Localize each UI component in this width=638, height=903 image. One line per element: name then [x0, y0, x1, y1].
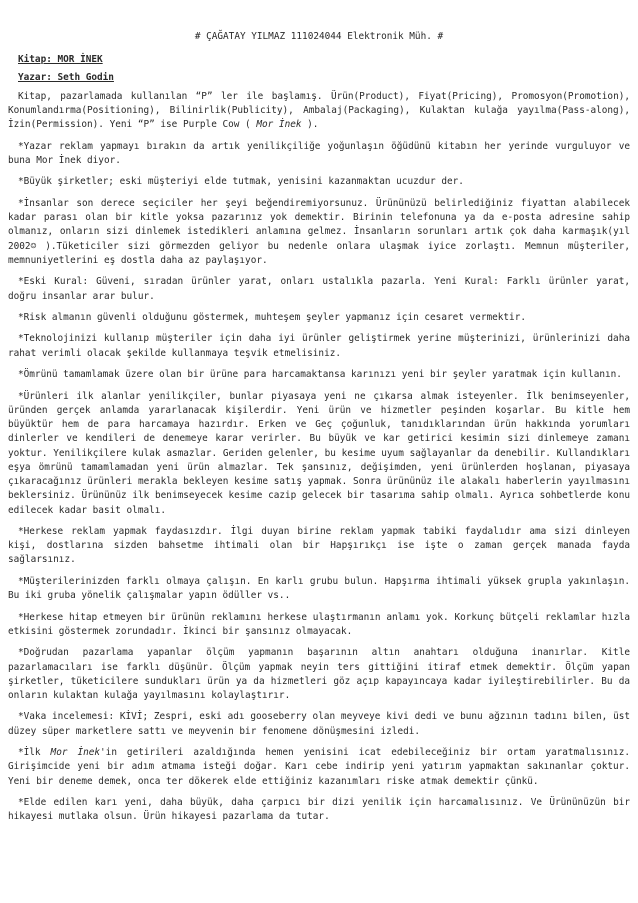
paragraph-15: *Elde edilen karı yeni, daha büyük, daha çarpıcı bir dizi yenilik için harcamalısınız. Ve Ürününüzün bir hikayesi mutlaka olsun. Ürün hikayesi pazarlama da tutar.	[8, 797, 630, 823]
paragraph-13: *Vaka incelemesi: KİVİ; Zespri, eski adı gooseberry olan meyveye kivi dedi ve bunu ağzının tadını bilen, üst düzey süper marketlere sattı ve meyvenin bir fenomene dönüşmesini izledi.	[8, 711, 630, 737]
author-name: Yazar: Seth Godin	[18, 71, 114, 83]
paragraph-1: *Yazar reklam yapmayı bırakın da artık yenilikçiliğe yoğunlaşın öğüdünü kitabın her yerinde vurguluyor ve buna Mor İnek diyor.	[8, 140, 630, 166]
document-header: # ÇAĞATAY YILMAZ 111024044 Elektronik Müh. #	[194, 31, 444, 42]
intro-paragraph: Kitap, pazarlamada kullanılan “P” ler ile başlamış. Ürün(Product), Fiyat(Pricing), Promosyon(Promotion), Konumlandırma(Positioning), Bilinirlik(Publicity), Ambalaj(Packaging), Kulaktan kulağa yayılma(Pass-along), İzin(Permission). Yeni “P” ise Purple Cow ( Mor İnek ).	[8, 90, 630, 131]
paragraph-5: *Risk almanın güvenli olduğunu göstermek, muhteşem şeyler yapmanız için cesaret vermektir.	[18, 311, 526, 323]
book-title: Kitap: MOR İNEK	[18, 53, 103, 65]
paragraph-11: *Herkese hitap etmeyen bir ürünün reklamını herkese ulaştırmanın anlamı yok. Korkunç bütçeli reklamlar hızla etkisini göstermek zorundadır. İkinci bir şansınız olmayacak.	[8, 611, 630, 637]
paragraph-3: *İnsanlar son derece seçiciler her şeyi beğendiremiyorsunuz. Ürününüzü belirlediğiniz fiyattan alabilecek kadar parası olan bir kitle yoksa pazarınız yok demektir. Birinin telefonuna ya da e-posta adresine sahip olmanız, onların sizi dinlemek istedikleri anlamına gelmez. İnsanların sorunları artık çok daha karmaşık(yıl 2002☺ ).Tüketiciler sizi görmezden geliyor bu nedenle onlara ulaşmak iyice zorlaştı. Memnun müşteriler, memnuniyetlerini eş dostla daha az paylaşıyor.	[8, 197, 630, 266]
paragraph-6: *Teknolojinizi kullanıp müşteriler için daha iyi ürünler geliştirmek yerine müşterinizi, ürünlerinizi daha rahat verimli olacak şekilde kullanmaya teşvik etmelisiniz.	[8, 333, 630, 359]
book-title-line	[8, 53, 630, 67]
paragraph-12: *Doğrudan pazarlama yapanlar ölçüm yapmanın başarının altın anahtarı olduğuna inanırlar. Kitle pazarlamacıları ise farklı düşünür. Ölçüm yapmak neyin ters gittiğini itiraf etmek demektir. Ölçüm yapan şirketler, tüketicilere sundukları ürün ya da hizmetleri göz açıp kapayıncaya kadar iyileştirebilirler. Bu da onların kulaktan kulağa yayılmasını kolaylaştırır.	[8, 647, 630, 701]
paragraph-9: *Herkese reklam yapmak faydasızdır. İlgi duyan birine reklam yapmak tabiki faydalıdır ama sizi dinleyen kişi, dostlarına sizden bahsetme ihtimali olan bir Hapşırıkçı ise işte o zaman gerçek manada fayda sağlarsınız.	[8, 525, 630, 566]
paragraph-7: *Ömrünü tamamlamak üzere olan bir ürüne para harcamaktansa karınızı yeni bir şeyler yaratmak için kullanın.	[18, 369, 622, 381]
paragraph-10: *Müşterilerinizden farklı olmaya çalışın. En karlı grubu bulun. Hapşırma ihtimali yüksek grupla yakınlaşın. Bu iki gruba yönelik çalışmalar yapın ödüller vs..	[8, 575, 630, 602]
paragraph-4: *Eski Kural: Güveni, sıradan ürünler yarat, onları ustalıkla pazarla. Yeni Kural: Farklı ürünler yarat, doğru insanlar arar bulur.	[8, 276, 630, 302]
paragraph-8: *Ürünleri ilk alanlar yenilikçiler, bunlar piyasaya yeni ne çıkarsa almak isteyenler. İlk benimseyenler, üründen gerçek anlamda yararlanacak kişilerdir. Yeni ürün ve hizmetler peşinden koşarlar. Bu kitle hem büyüktür hem de para harcamaya hazırdır. Erken ve Geç çoğunluk, tanıdıklarından ürün hakkında yorumları dinlerler ve kendileri de denemeye karar verirler. Bu büyük ve kar getirici kesimin sizi dinlemeye zamanı yoktur. Yenilikçilere kulak asmazlar. Geriden gelenler, bu kesime uyum sağlayanlar da denebilir. Kullandıkları eşya ömrünü tamamlamadan yeni ürün almazlar. Tek şansınız, değişimden, yeni ürünlerden hoşlanan, piyasaya çıkaracağınız ürünleri merakla bekleyen kesime satış yapmak. Sonra ürününüz ile alakalı haberlerin yayılmasını beklersiniz. Ürününüz ilk benimseyecek kesime cazip gelecek bir tasarıma sahip olmalı. Ayrıca sohbetlerde konu edilecek kadar basit olmalı.	[8, 390, 630, 516]
purple-cow-term: Mor İnek	[50, 747, 101, 759]
purple-cow-term: Mor İnek	[256, 119, 302, 131]
paragraph-14: *İlk Mor İnek'in getirileri azaldığında hemen yenisini icat edebileceğiniz bir ortam yaratmalısınız. Girişimcide yeni bir adım atmama isteği doğar. Karı cebe indirip yeni yatırım yapmaktan sakınanlar çoktur. Yeni bir deneme demek, onca ter dökerek elde ettiğiniz kazanımları riske atmak demektir çünkü.	[8, 747, 630, 787]
author-line	[8, 71, 630, 85]
paragraph-2: *Büyük şirketler; eski müşteriyi elde tutmak, yenisini kazanmaktan ucuzdur der.	[18, 176, 464, 188]
